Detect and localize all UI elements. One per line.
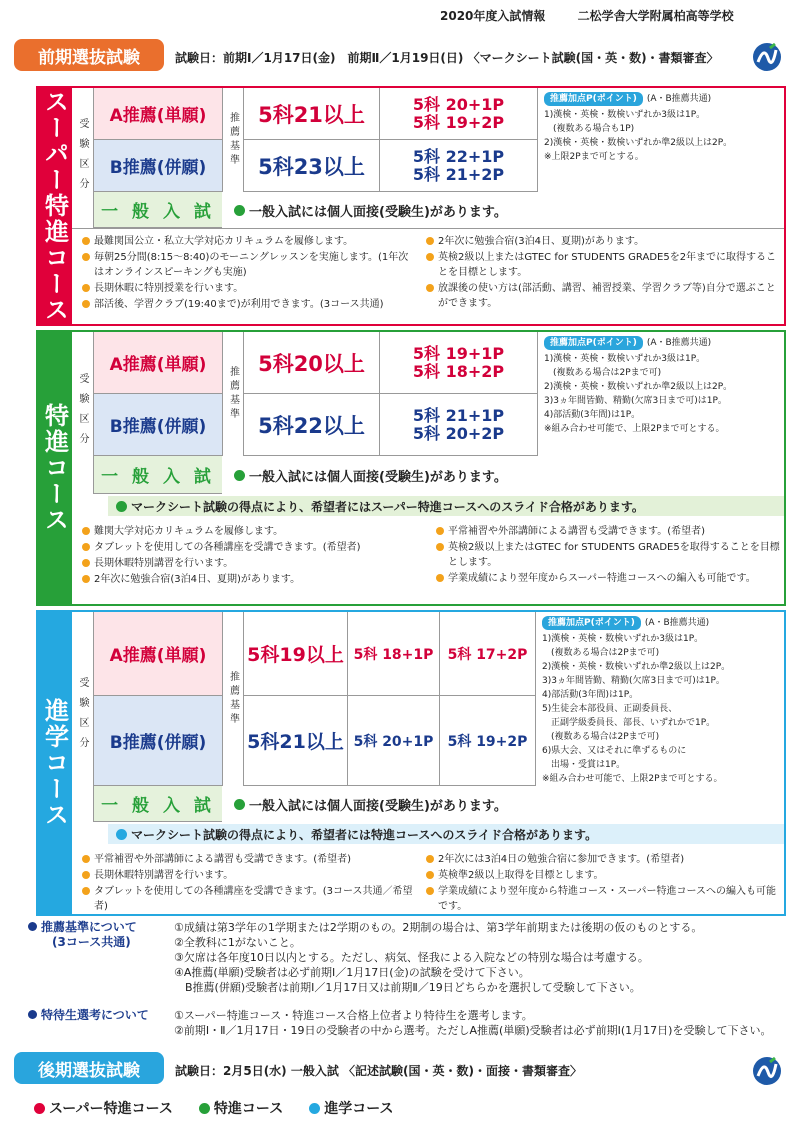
note-item: ④A推薦(単願)受験者は必ず前期Ⅰ／1月17日(金)の試験を受けて下さい。	[174, 966, 530, 979]
kijun-heading	[28, 920, 168, 950]
points-scope: (A・B推薦共通)	[644, 618, 710, 628]
note-item: ②前期Ⅰ・Ⅱ／1月17日・19日の受験者の中から選考。ただしA推薦(単願)受験者は必ず前期Ⅰ(1月17日)を受験して下さい。	[174, 1024, 772, 1037]
b-suisen-label: B推薦(併願)	[94, 696, 222, 786]
b-point-2: 5科 19+2P	[440, 696, 536, 786]
general-label: 一 般 入 試	[94, 192, 222, 228]
feature-item: 英検2級以上またはGTEC for STUDENTS GRADE5を2年までに取得することを目標とします。	[426, 250, 782, 280]
a-suisen-label: A推薦(単願)	[94, 332, 222, 394]
a-suisen-label: A推薦(単願)	[94, 88, 222, 140]
points-item: (複数ある場合も1P)	[544, 124, 635, 134]
features-right	[426, 234, 782, 312]
school-logo-icon	[748, 1050, 786, 1088]
feature-item: タブレットを使用しての各種講座を受講できます。(3コース共通／希望者)	[82, 884, 422, 914]
a-point-2: 5科 17+2P	[440, 612, 536, 696]
points-item: ※上限2Pまで可とする。	[544, 152, 644, 162]
legend-dot-icon	[309, 1103, 320, 1114]
a-point-1: 5科 18+1P	[348, 612, 440, 696]
a-criteria: 5科19以上	[244, 612, 348, 696]
points-item: 3)3ヵ年間皆勤、精勤(欠席3日まで可)は1P。	[542, 676, 725, 686]
bullet-icon	[234, 799, 245, 810]
features-right	[426, 852, 782, 915]
note-item: ①スーパー特進コース・特進コース合格上位者より特待生を選考します。	[174, 1009, 533, 1022]
general-note-text: 一般入試には個人面接(受験生)があります。	[249, 204, 507, 220]
features-left	[82, 234, 412, 313]
feature-item: 最難関国公立・私立大学対応カリキュラムを履修します。	[82, 234, 412, 249]
page-header	[440, 7, 762, 24]
feature-item: 平常補習や外部講師による講習も受講できます。(希望者)	[436, 524, 782, 539]
b-criteria: 5科21以上	[244, 696, 348, 786]
feature-item: タブレットを使用しての各種講座を受講できます。(希望者)	[82, 540, 422, 555]
general-note	[234, 786, 507, 822]
points-item: 1)漢検・英検・数検いずれか3級は1P。	[544, 110, 706, 120]
points-item: 2)漢検・英検・数検いずれか準2級以上は2P。	[544, 138, 733, 148]
b-point-1: 5科 20+1P	[348, 696, 440, 786]
b-point-2: 5科 20+2P	[412, 423, 505, 443]
points-item: 1)漢検・英検・数検いずれか3級は1P。	[542, 634, 704, 644]
a-point-2: 5科 18+2P	[412, 361, 505, 381]
legend-item: スーパー特進コース	[34, 1098, 173, 1118]
points-scope: (A・B推薦共通)	[646, 338, 712, 348]
a-criteria: 5科20以上	[244, 332, 380, 394]
points-item: (複数ある場合は2Pまで可)	[542, 648, 660, 658]
feature-item: 英検2級以上またはGTEC for STUDENTS GRADE5を取得することを目標とします。	[436, 540, 782, 570]
feature-item: 放課後の使い方は(部活動、講習、補習授業、学習クラブ等)自分で選ぶことができます。	[426, 281, 782, 311]
bullet-icon	[116, 829, 127, 840]
points-item: 6)県大会、又はそれに準ずるものに	[542, 746, 687, 756]
points-item: 正副学級委員長、部長、いずれかで1P。	[542, 718, 716, 728]
features-right	[436, 524, 782, 587]
b-point-criteria	[380, 394, 538, 456]
feature-item: 2年次に勉強合宿(3泊4日、夏期)があります。	[82, 572, 422, 587]
a-suisen-label: A推薦(単願)	[94, 612, 222, 696]
bullet-icon	[234, 205, 245, 216]
points-box	[538, 88, 784, 192]
slide-note	[108, 824, 784, 844]
feature-item: 毎朝25分間(8:15～8:40)のモーニングレッスンを実施します。(1年次はオンラインスピーキングも実施)	[82, 250, 412, 280]
points-item: 4)部活動(3年間)は1P。	[544, 410, 641, 420]
note-item: ①成績は第3学年の1学期または2学期のもの。2期制の場合は、第3学年前期または後期の仮のものとする。	[174, 921, 703, 934]
kijun-title: 推薦基準について	[41, 920, 137, 934]
feature-item: 長期休暇特別講習を行います。	[82, 556, 422, 571]
b-point-criteria	[380, 140, 538, 192]
features-left	[82, 524, 422, 588]
kouki-tab: 後期選抜試験	[14, 1052, 164, 1084]
points-item: 4)部活動(3年間)は1P。	[542, 690, 639, 700]
points-item: 5)生徒会本部役員、正副委員長、	[542, 704, 678, 714]
points-title: 推薦加点P(ポイント)	[544, 336, 643, 350]
kubun-label: 受験区分	[72, 332, 94, 494]
feature-item: 学業成績により翌年度からスーパー特進コースへの編入も可能です。	[436, 571, 782, 586]
kijun-sub: (3コース共通)	[52, 935, 131, 949]
tokushin-course-title: 特進コース	[38, 332, 72, 604]
suisen-kijun-label: 推薦基準	[222, 332, 244, 456]
general-label: 一 般 入 試	[94, 786, 222, 822]
slide-note-text: マークシート試験の得点により、希望者には特進コースへのスライド合格があります。	[131, 827, 598, 842]
legend-item: 進学コース	[309, 1098, 393, 1118]
points-box	[538, 332, 784, 456]
note-item: ③欠席は各年度10日以内とする。ただし、病気、怪我による入院などの特別な場合は考慮する。	[174, 951, 649, 964]
school-logo-icon	[748, 36, 786, 74]
feature-item: 難関大学対応カリキュラムを履修します。	[82, 524, 422, 539]
feature-item: 英検準2級以上取得を目標とします。	[426, 868, 782, 883]
points-item: (複数ある場合は2Pまで可)	[542, 732, 660, 742]
points-item: (複数ある場合は2Pまで可)	[544, 368, 662, 378]
legend-item: 特進コース	[199, 1098, 283, 1118]
tokushin-course-section	[36, 330, 786, 606]
year-info: 2020年度入試情報	[440, 9, 546, 23]
note-item: ②全教科に1がないこと。	[174, 936, 301, 949]
points-item: 3)3ヵ年間皆勤、精勤(欠席3日まで可)は1P。	[544, 396, 727, 406]
b-criteria: 5科23以上	[244, 140, 380, 192]
b-point-2: 5科 21+2P	[412, 164, 505, 184]
b-point-1: 5科 21+1P	[412, 405, 505, 425]
zenki-tab: 前期選抜試験	[14, 39, 164, 71]
points-item: 2)漢検・英検・数検いずれか準2級以上は2P。	[544, 382, 733, 392]
points-item: 2)漢検・英検・数検いずれか準2級以上は2P。	[542, 662, 731, 672]
points-item: ※組み合わせ可能で、上限2Pまで可とする。	[542, 774, 723, 784]
school-name: 二松学舎大学附属柏高等学校	[577, 9, 734, 23]
feature-item: 長期休暇特別講習を行います。	[82, 868, 422, 883]
feature-item: 平常補習や外部講師による講習も受講できます。(希望者)	[82, 852, 422, 867]
a-point-1: 5科 20+1P	[412, 94, 505, 114]
kouki-exam-info: 試験日：2月5日(水) 一般入試 〈記述試験(国・英・数)・面接・書類審査〉	[175, 1064, 582, 1078]
tokutai-items	[174, 1008, 790, 1038]
course-legend	[34, 1098, 394, 1118]
legend-dot-icon	[199, 1103, 210, 1114]
kubun-label: 受験区分	[72, 612, 94, 822]
general-note	[234, 456, 507, 494]
zenki-exam-info: 試験日：前期Ⅰ／1月17日(金) 前期Ⅱ／1月19日(日) 〈マークシート試験(国・英・数)・書類審査〉	[175, 51, 719, 65]
tokutai-heading	[28, 1008, 174, 1023]
features-left	[82, 852, 422, 915]
bullet-icon	[116, 501, 127, 512]
b-criteria: 5科22以上	[244, 394, 380, 456]
a-point-2: 5科 19+2P	[412, 112, 505, 132]
general-label: 一 般 入 試	[94, 456, 222, 494]
kubun-label: 受験区分	[72, 88, 94, 228]
feature-item: 学業成績により翌年度から特進コース・スーパー特進コースへの編入も可能です。	[426, 884, 782, 914]
a-point-criteria	[380, 332, 538, 394]
general-note	[234, 192, 507, 228]
super-course-section	[36, 86, 786, 326]
general-note-text: 一般入試には個人面接(受験生)があります。	[249, 798, 507, 814]
tokutai-title: 特待生選考について	[41, 1008, 149, 1022]
slide-note	[108, 496, 784, 516]
points-title: 推薦加点P(ポイント)	[544, 92, 643, 106]
note-item: B推薦(併願)受験者は前期Ⅰ／1月17日又は前期Ⅱ／19日どちらかを選択して受験して下さい。	[174, 981, 641, 994]
a-point-criteria	[380, 88, 538, 140]
feature-item: 長期休暇に特別授業を行います。	[82, 281, 412, 296]
suisen-kijun-label: 推薦基準	[222, 612, 244, 786]
points-item: 出場・受賞は1P。	[542, 760, 626, 770]
points-scope: (A・B推薦共通)	[646, 94, 712, 104]
slide-note-text: マークシート試験の得点により、希望者にはスーパー特進コースへのスライド合格があります。	[131, 499, 644, 514]
a-criteria: 5科21以上	[244, 88, 380, 140]
bullet-icon	[234, 470, 245, 481]
general-note-text: 一般入試には個人面接(受験生)があります。	[249, 469, 507, 485]
points-item: ※組み合わせ可能で、上限2Pまで可とする。	[544, 424, 725, 434]
super-course-title: スーパー特進コース	[38, 88, 72, 324]
legend-dot-icon	[34, 1103, 45, 1114]
feature-item: 2年次には3泊4日の勉強合宿に参加できます。(希望者)	[426, 852, 782, 867]
b-point-1: 5科 22+1P	[412, 146, 505, 166]
kijun-items	[174, 920, 790, 995]
a-point-1: 5科 19+1P	[412, 343, 505, 363]
b-suisen-label: B推薦(併願)	[94, 140, 222, 192]
points-item: 1)漢検・英検・数検いずれか3級は1P。	[544, 354, 706, 364]
feature-item: 部活後、学習クラブ(19:40まで)が利用できます。(3コース共通)	[82, 297, 412, 312]
b-suisen-label: B推薦(併願)	[94, 394, 222, 456]
shingaku-course-title: 進学コース	[38, 612, 72, 914]
shingaku-course-section	[36, 610, 786, 916]
points-title: 推薦加点P(ポイント)	[542, 616, 641, 630]
feature-item: 2年次に勉強合宿(3泊4日、夏期)があります。	[426, 234, 782, 249]
suisen-kijun-label: 推薦基準	[222, 88, 244, 192]
points-box	[536, 612, 784, 822]
